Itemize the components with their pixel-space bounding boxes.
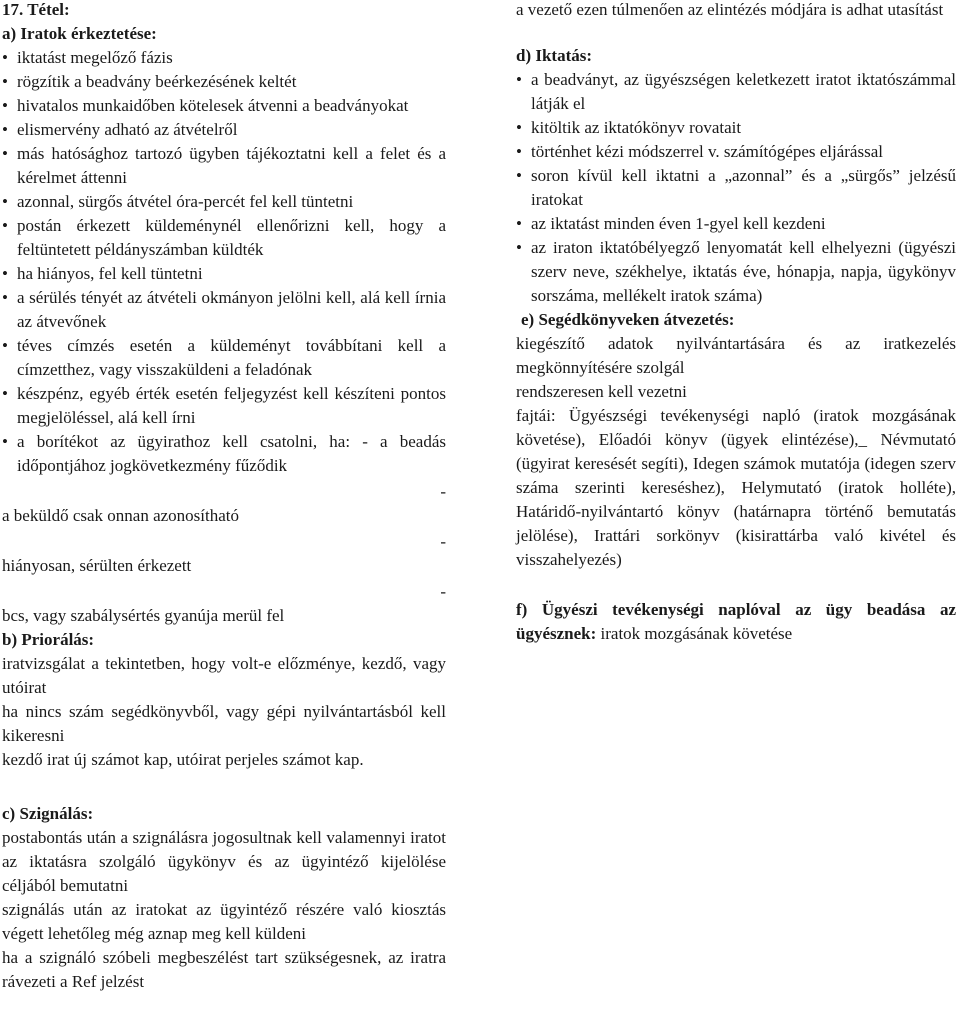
paragraph: iratvizsgálat a tekintetben, hogy volt-e előzménye, kezdő, vagy utóirat: [2, 654, 446, 697]
list-item: • elismervény adható az átvételről: [2, 118, 446, 142]
section-e-title: e) Segédkönyveken átvezetés:: [521, 310, 735, 329]
paragraph: ha a szignáló szóbeli megbeszélést tart szükségesnek, az iratra rávezeti a Ref jelzést: [2, 948, 446, 991]
sub-item: hiányosan, sérülten érkezett: [2, 556, 192, 575]
section-d-title: d) Iktatás:: [516, 46, 593, 65]
section-f-paragraph: [516, 598, 956, 646]
list-item: • postán érkezett küldeménynél ellenőrizni kell, hogy a feltüntetett példányszámban küldték: [2, 214, 446, 262]
list-item: • a borítékot az ügyirathoz kell csatolni, ha: - a beadás időpontjához jogkövetkezmény fűződik: [2, 430, 446, 478]
list-item: • hivatalos munkaidőben kötelesek átvenni a beadványokat: [2, 94, 446, 118]
list-item: • az iraton iktatóbélyegző lenyomatát kell elhelyezni (ügyészi szerv neve, székhelye, iktatás éve, hónapja, napja, ügykönyv sorszáma, mellékelt iratok száma): [516, 236, 956, 308]
section-b-title: b) Priorálás:: [2, 630, 95, 649]
list-item: • ha hiányos, fel kell tüntetni: [2, 262, 446, 286]
page-heading: 17. Tétel:: [2, 0, 70, 19]
list-item: • a sérülés tényét az átvételi okmányon jelölni kell, alá kell írnia az átvevőnek: [2, 286, 446, 334]
list-item: • történhet kézi módszerrel v. számítógépes eljárással: [516, 140, 956, 164]
left-column: [2, 0, 446, 994]
list-item: • az iktatást minden éven 1-gyel kell kezdeni: [516, 212, 956, 236]
right-column: [516, 0, 956, 646]
sub-item: a beküldő csak onnan azonosítható: [2, 506, 239, 525]
paragraph: szignálás után az iratokat az ügyintéző részére való kiosztás végett lehetőleg még aznap meg kell küldeni: [2, 900, 446, 943]
paragraph: rendszeresen kell vezetni: [516, 382, 687, 401]
list-item: • rögzítik a beadvány beérkezésének keltét: [2, 70, 446, 94]
list-item: • más hatósághoz tartozó ügyben tájékoztatni kell a felet és a kérelmet áttenni: [2, 142, 446, 190]
paragraph: postabontás után a szignálásra jogosultnak kell valamennyi iratot az iktatásra szolgáló ügykönyv és az ügyintéző kijelölése céljából bemutatni: [2, 828, 446, 895]
section-a-title: a) Iratok érkeztetése:: [2, 24, 157, 43]
section-c-title: c) Szignálás:: [2, 804, 94, 823]
dash-marker: -: [440, 582, 446, 601]
intro-paragraph: a vezető ezen túlmenően az elintézés módjára is adhat utasítást: [516, 0, 944, 19]
section-f-text: iratok mozgásának követése: [596, 624, 793, 643]
section-f-title: f) Ügyészi tevékenységi naplóval az ügy beadása az ügyésznek:: [516, 600, 956, 643]
list-item: • iktatást megelőző fázis: [2, 46, 446, 70]
paragraph: fajtái: Ügyészségi tevékenységi napló (iratok mozgásának követése), Előadói könyv (ügyek elintézése),_ Névmutató (ügyirat keresését segíti), Idegen számok mutatója (idegen szerv száma szerinti kereséshez), Helymutató (iratok holléte), Határidő-nyilvántartó könyv (határnapra történő bemutatás jelölése), Irattári sorkönyv (kisirattárba való kivétel és visszahelyezés): [516, 406, 956, 569]
sub-item: bcs, vagy szabálysértés gyanúja merül fel: [2, 606, 285, 625]
paragraph: kiegészítő adatok nyilvántartására és az iratkezelés megkönnyítésére szolgál: [516, 334, 956, 377]
list-item: • kitöltik az iktatókönyv rovatait: [516, 116, 956, 140]
list-item: • készpénz, egyéb érték esetén feljegyzést kell készíteni pontos megjelöléssel, alá kell írni: [2, 382, 446, 430]
list-item: • soron kívül kell iktatni a „azonnal” és a „sürgős” jelzésű iratokat: [516, 164, 956, 212]
paragraph: ha nincs szám segédkönyvből, vagy gépi nyilvántartásból kell kikeresni: [2, 702, 446, 745]
dash-marker: -: [440, 532, 446, 551]
list-item: • téves címzés esetén a küldeményt továbbítani kell a címzetthez, vagy visszaküldeni a feladónak: [2, 334, 446, 382]
list-item: • a beadványt, az ügyészségen keletkezett iratot iktatószámmal látják el: [516, 68, 956, 116]
list-item: • azonnal, sürgős átvétel óra-percét fel kell tüntetni: [2, 190, 446, 214]
dash-marker: -: [440, 482, 446, 501]
paragraph: kezdő irat új számot kap, utóirat perjeles számot kap.: [2, 750, 364, 769]
